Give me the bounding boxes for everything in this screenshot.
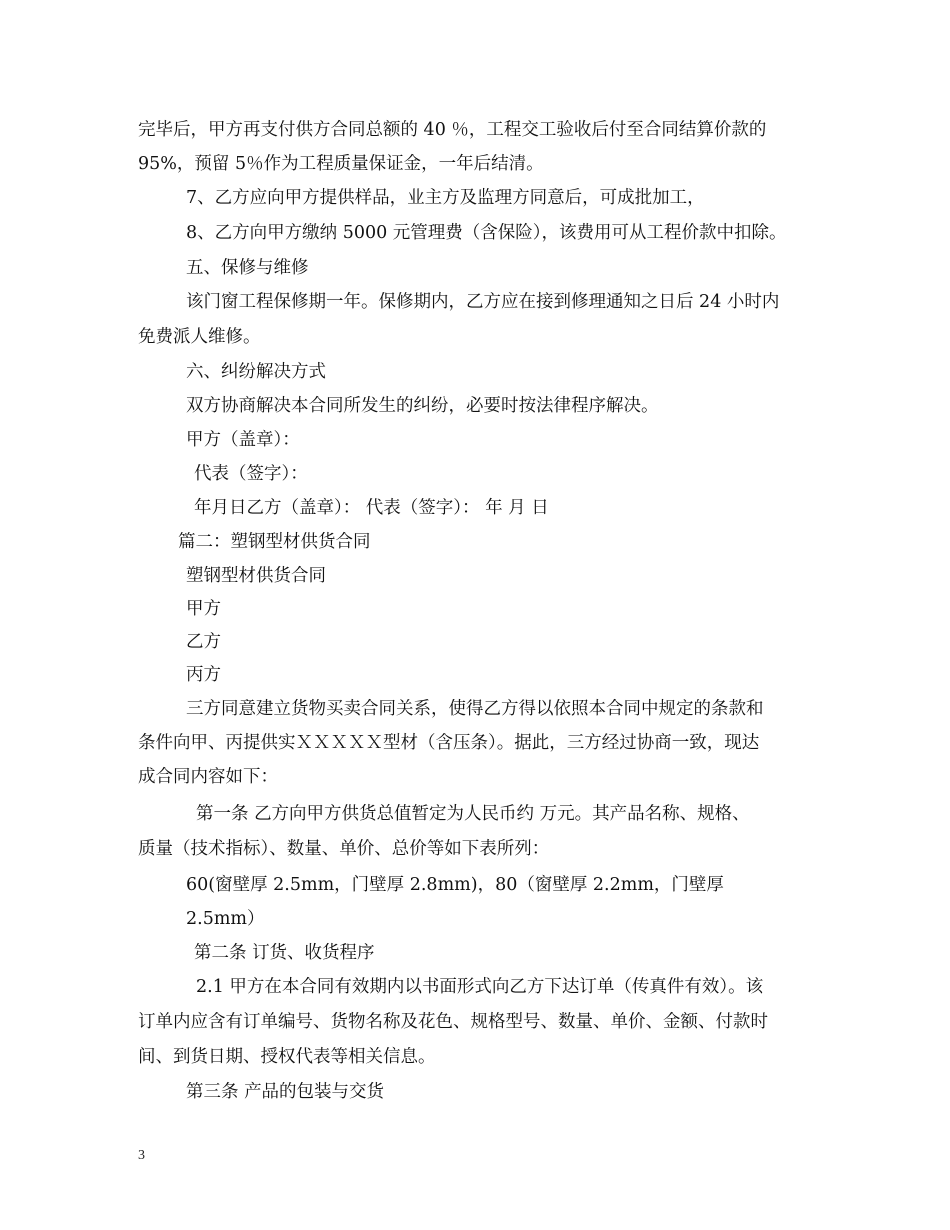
text-line: 该门窗工程保修期一年。保修期内，乙方应在接到修理通知之日后 24 小时内: [186, 292, 780, 312]
section-heading: 五、保修与维修: [186, 258, 309, 278]
text-line: 完毕后，甲方再支付供方合同总额的 40 ％，工程交工验收后付至合同结算价款的: [138, 120, 767, 140]
party-label: 甲方: [186, 599, 221, 619]
page-number: 3: [138, 1148, 145, 1163]
signature-line: 甲方（盖章）：: [186, 430, 300, 450]
text-line: 成合同内容如下：: [138, 767, 278, 787]
article-heading: 第二条 订货、收货程序: [194, 943, 375, 963]
article-line: 第一条 乙方向甲方供货总值暂定为人民币约 万元。其产品名称、规格、: [196, 804, 750, 824]
contract-title: 塑钢型材供货合同: [186, 566, 326, 586]
section-heading: 六、纠纷解决方式: [186, 362, 326, 382]
text-line: 双方协商解决本合同所发生的纠纷，必要时按法律程序解决。: [186, 396, 659, 416]
text-line: 7、乙方应向甲方提供样品，业主方及监理方同意后，可成批加工，: [186, 188, 705, 208]
party-label: 乙方: [186, 632, 221, 652]
text-line: 95%，预留 5％作为工程质量保证金，一年后结清。: [138, 154, 544, 174]
party-label: 丙方: [186, 665, 221, 685]
text-line: 间、到货日期、授权代表等相关信息。: [138, 1047, 436, 1067]
text-line: 60(窗壁厚 2.5mm，门壁厚 2.8mm)，80（窗壁厚 2.2mm，门壁厚: [186, 875, 724, 895]
text-line: 8、乙方向甲方缴纳 5000 元管理费（含保险），该费用可从工程价款中扣除。: [186, 223, 787, 243]
text-line: 免费派人维修。: [138, 327, 261, 347]
text-line: 2.5mm）: [186, 909, 265, 929]
chapter-heading: 篇二：塑钢型材供货合同: [178, 532, 371, 552]
signature-line: 代表（签字）：: [194, 464, 308, 484]
article-heading: 第三条 产品的包装与交货: [186, 1082, 385, 1102]
text-line: 三方同意建立货物买卖合同关系，使得乙方得以依照本合同中规定的条款和: [186, 699, 764, 719]
text-line: 质量（技术指标）、数量、单价、总价等如下表所列：: [138, 839, 550, 859]
text-line: 2.1 甲方在本合同有效期内以书面形式向乙方下达订单（传真件有效）。该: [196, 977, 764, 997]
text-line: 条件向甲、丙提供实ＸＸＸＸＸ型材（含压条）。据此，三方经过协商一致，现达: [138, 733, 760, 753]
text-line: 订单内应含有订单编号、货物名称及花色、规格型号、数量、单价、金额、付款时: [138, 1012, 768, 1032]
signature-line: 年月日乙方（盖章）： 代表（签字）： 年 月 日: [194, 498, 549, 518]
